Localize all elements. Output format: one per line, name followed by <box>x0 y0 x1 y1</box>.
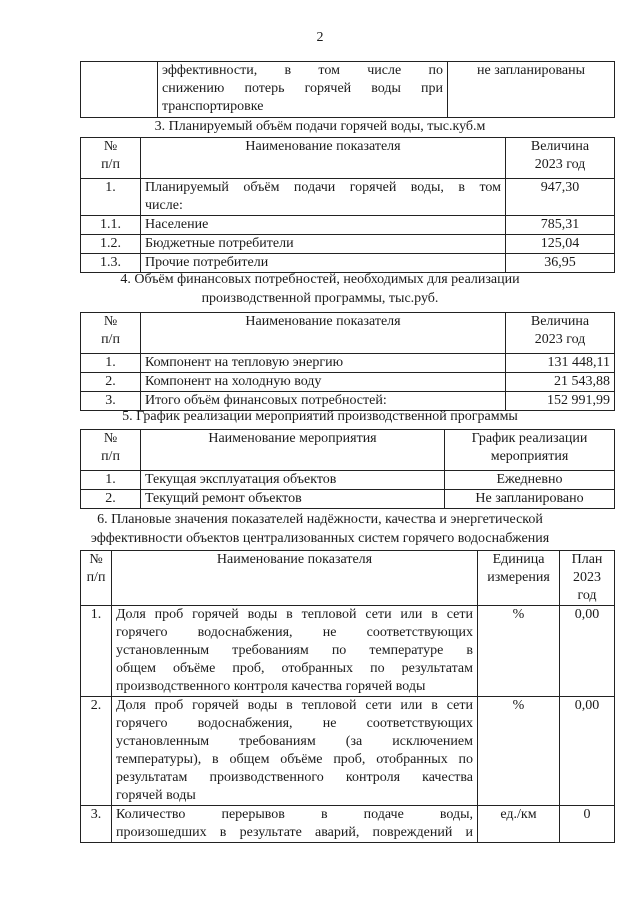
header-text: п/п <box>101 157 120 172</box>
header-row <box>81 551 615 606</box>
table-row <box>81 235 615 254</box>
text-line: Доля проб горячей воды в тепловой сети или в сети <box>116 607 473 622</box>
schedule-cell: Не запланировано <box>445 490 615 509</box>
name-cell: Население <box>141 216 506 235</box>
num-cell: 3. <box>81 806 112 843</box>
name-cell: Компонент на холодную воду <box>141 373 506 392</box>
text-line: снижению потерь горячей воды при <box>162 81 443 96</box>
header-text: № <box>103 314 118 329</box>
header-text: № <box>89 552 103 567</box>
name-cell: Прочие потребители <box>141 254 506 273</box>
text-line: эффективности, в том числе по <box>162 63 443 78</box>
section6-table <box>80 550 615 843</box>
header-text: № <box>103 431 118 446</box>
header-name: Наименование показателя <box>141 313 506 354</box>
header-text: Величина <box>530 314 590 329</box>
unit-cell: ед./км <box>478 806 560 843</box>
name-cell <box>112 697 478 806</box>
header-plan <box>560 551 615 606</box>
text-line: температуры), в общем объёме проб, отобранных по <box>116 752 473 767</box>
unit-cell: % <box>478 697 560 806</box>
header-text: 2023 год <box>534 332 586 347</box>
table-row <box>81 697 615 806</box>
num-cell: 2. <box>81 373 141 392</box>
header-text: п/п <box>101 449 120 464</box>
header-schedule <box>445 430 615 471</box>
text-line: горячего водоснабжения, не соответствующих <box>116 625 473 640</box>
carryover-table <box>80 61 615 118</box>
table-row <box>81 490 615 509</box>
num-cell: 2. <box>81 697 112 806</box>
header-value <box>506 313 615 354</box>
section5-title: 5. График реализации мероприятий производственной программы <box>122 409 518 424</box>
header-text: мероприятия <box>490 449 569 464</box>
name-cell: Текущая эксплуатация объектов <box>141 471 445 490</box>
table-row <box>81 179 615 216</box>
value-cell: 36,95 <box>506 254 615 273</box>
table-row <box>81 606 615 697</box>
text-line: Доля проб горячей воды в тепловой сети или в сети <box>116 698 473 713</box>
header-name: Наименование мероприятия <box>141 430 445 471</box>
header-num <box>81 551 112 606</box>
num-cell: 2. <box>81 490 141 509</box>
num-cell: 1.1. <box>81 216 141 235</box>
table-row <box>81 471 615 490</box>
title-line: эффективности объектов централизованных систем горячего водоснабжения <box>90 531 550 546</box>
section3-title: 3. Планируемый объём подачи горячей воды, тыс.куб.м <box>154 119 486 134</box>
header-text: № <box>103 139 118 154</box>
header-text: 2023 <box>573 570 601 585</box>
num-cell: 3. <box>81 392 141 411</box>
header-text: План <box>571 552 603 567</box>
name-cell: Бюджетные потребители <box>141 235 506 254</box>
header-text: измерения <box>487 570 550 585</box>
section6-title <box>0 510 640 548</box>
name-cell <box>158 62 448 118</box>
name-cell: Компонент на тепловую энергию <box>141 354 506 373</box>
text-line: произошедших в результате аварий, повреждений и <box>116 825 473 840</box>
text-line: числе: <box>145 198 183 213</box>
title-line: производственной программы, тыс.руб. <box>201 291 439 306</box>
name-cell: Текущий ремонт объектов <box>141 490 445 509</box>
num-cell: 1. <box>81 179 141 216</box>
header-num <box>81 430 141 471</box>
header-text: Единица <box>492 552 545 567</box>
header-unit <box>478 551 560 606</box>
num-cell: 1. <box>81 606 112 697</box>
num-cell: 1.3. <box>81 254 141 273</box>
header-text: Величина <box>530 139 590 154</box>
header-num <box>81 313 141 354</box>
text-line: общем объёме проб, отобранных по результатам <box>116 661 473 676</box>
plan-cell: 0,00 <box>560 697 615 806</box>
text-line: транспортировке <box>162 99 264 114</box>
text-line: горячей воды <box>116 788 196 803</box>
header-text: п/п <box>86 570 106 585</box>
table-row <box>81 216 615 235</box>
header-row <box>81 313 615 354</box>
section4-title <box>0 270 640 308</box>
title-line: 4. Объём финансовых потребностей, необходимых для реализации <box>120 272 520 287</box>
name-cell <box>141 179 506 216</box>
unit-cell: % <box>478 606 560 697</box>
title-line: 6. Плановые значения показателей надёжности, качества и энергетической <box>97 512 543 527</box>
plan-cell: 0 <box>560 806 615 843</box>
header-text: График реализации <box>471 431 588 446</box>
text-line: установленным требованиям (за исключением <box>116 734 473 749</box>
value-cell: 131 448,11 <box>506 354 615 373</box>
value-cell: 152 991,99 <box>506 392 615 411</box>
header-name: Наименование показателя <box>141 138 506 179</box>
header-text: п/п <box>101 332 120 347</box>
num-cell: 1. <box>81 354 141 373</box>
header-name: Наименование показателя <box>112 551 478 606</box>
num-cell <box>81 62 158 118</box>
num-cell: 1.2. <box>81 235 141 254</box>
page-number: 2 <box>316 30 324 45</box>
text-line: Планируемый объём подачи горячей воды, в том <box>145 180 501 195</box>
header-num <box>81 138 141 179</box>
value-cell: 947,30 <box>506 179 615 216</box>
value-cell: 21 543,88 <box>506 373 615 392</box>
section5-table <box>80 429 615 509</box>
value-cell: не запланированы <box>448 62 615 118</box>
text-line: горячего водоснабжения, не соответствующих <box>116 716 473 731</box>
text-line: Количество перерывов в подаче воды, <box>116 807 473 822</box>
section4-table <box>80 312 615 411</box>
table-row <box>81 354 615 373</box>
header-text: год <box>577 588 597 603</box>
header-value <box>506 138 615 179</box>
name-cell <box>112 606 478 697</box>
table-row <box>81 373 615 392</box>
name-cell: Итого объём финансовых потребностей: <box>141 392 506 411</box>
text-line: производственного контроля качества горячей воды <box>116 679 426 694</box>
name-cell <box>112 806 478 843</box>
table-row <box>81 62 615 118</box>
value-cell: 125,04 <box>506 235 615 254</box>
value-cell: 785,31 <box>506 216 615 235</box>
text-line: результатам производственного контроля качества <box>116 770 473 785</box>
plan-cell: 0,00 <box>560 606 615 697</box>
header-text: 2023 год <box>534 157 586 172</box>
num-cell: 1. <box>81 471 141 490</box>
header-row <box>81 138 615 179</box>
header-row <box>81 430 615 471</box>
table-row <box>81 806 615 843</box>
section3-table <box>80 137 615 273</box>
schedule-cell: Ежедневно <box>445 471 615 490</box>
text-line: установленным требованиям по температуре в <box>116 643 473 658</box>
